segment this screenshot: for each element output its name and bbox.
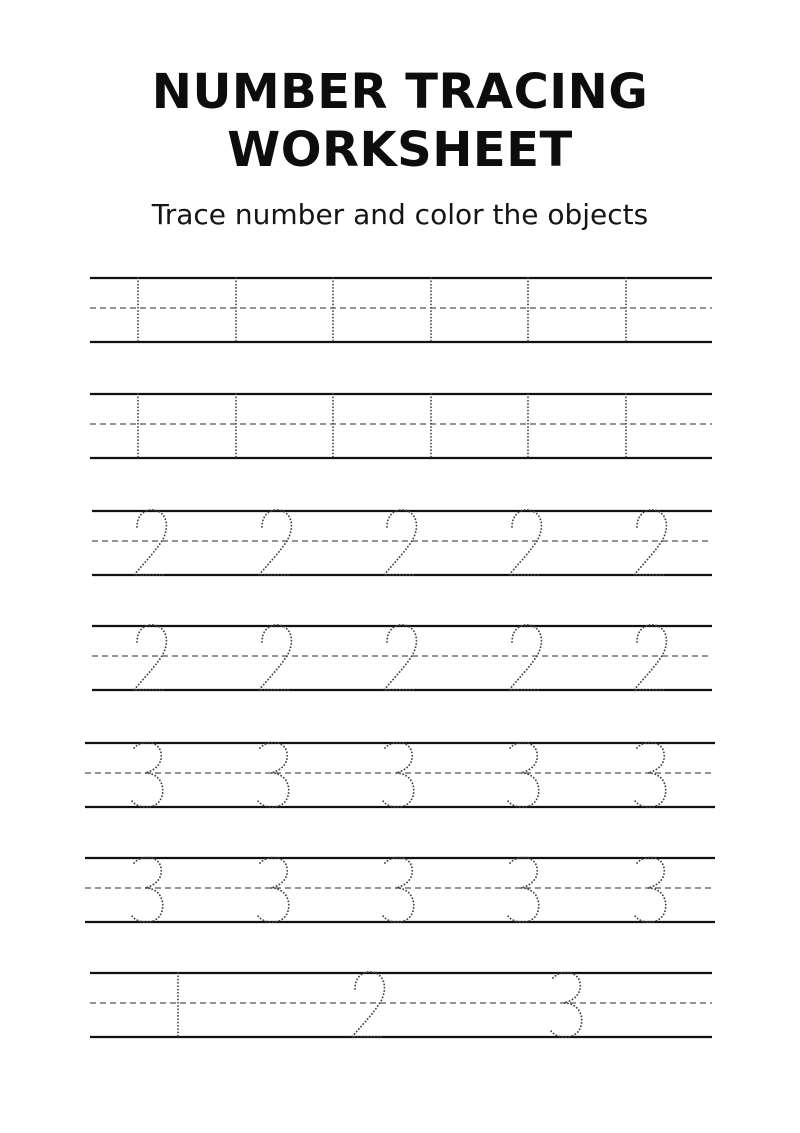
trace-digit-3[interactable] [635,857,666,922]
trace-digit-3[interactable] [383,742,414,807]
trace-digit-path [259,625,291,690]
trace-digit-1[interactable] [528,393,529,458]
trace-digit-2[interactable] [352,972,384,1037]
tracing-lines-svg [0,386,800,466]
tracing-row-ones-1[interactable] [0,270,800,350]
worksheet-title-line-1: NUMBER TRACING [151,64,649,120]
tracing-lines-svg [0,850,800,930]
trace-digit-path [383,858,414,923]
trace-digit-1[interactable] [333,393,334,458]
trace-digit-2[interactable] [134,625,166,690]
trace-digit-1[interactable] [236,277,237,342]
trace-digit-1[interactable] [431,393,432,458]
tracing-row-threes-1[interactable] [0,735,800,815]
trace-digit-path [258,858,289,923]
trace-digit-2[interactable] [384,625,416,690]
trace-digit-2[interactable] [134,510,166,575]
trace-digit-path [383,743,414,808]
trace-digit-path [551,973,582,1038]
trace-digit-3[interactable] [132,857,163,922]
trace-digit-1[interactable] [138,277,139,342]
trace-digit-path [635,858,666,923]
trace-digit-path [384,625,416,690]
trace-digit-1[interactable] [626,277,627,342]
trace-digit-2[interactable] [509,625,541,690]
tracing-row-threes-2[interactable] [0,850,800,930]
trace-digit-path [134,625,166,690]
worksheet-instruction: Trace number and color the objects [151,198,649,231]
trace-digit-2[interactable] [509,510,541,575]
tracing-row-ones-2[interactable] [0,386,800,466]
trace-digit-path [508,858,539,923]
trace-digit-1[interactable] [178,972,179,1037]
trace-digit-1[interactable] [138,393,139,458]
worksheet-title-line-2: WORKSHEET [227,122,573,178]
trace-digit-2[interactable] [634,625,666,690]
tracing-lines-svg [0,503,800,583]
trace-digit-3[interactable] [132,742,163,807]
trace-digit-path [634,510,666,575]
trace-digit-3[interactable] [258,742,289,807]
trace-digit-3[interactable] [508,742,539,807]
trace-digit-path [509,625,541,690]
tracing-row-mixed[interactable] [0,965,800,1045]
trace-digit-path [258,743,289,808]
trace-digit-path [384,510,416,575]
trace-digit-1[interactable] [528,277,529,342]
tracing-lines-svg [0,270,800,350]
trace-digit-1[interactable] [236,393,237,458]
trace-digit-2[interactable] [259,510,291,575]
tracing-lines-svg [0,965,800,1045]
trace-digit-path [509,510,541,575]
trace-digit-path [132,743,163,808]
trace-digit-path [259,510,291,575]
tracing-lines-svg [0,618,800,698]
trace-digit-1[interactable] [626,393,627,458]
trace-digit-3[interactable] [508,857,539,922]
trace-digit-3[interactable] [383,857,414,922]
trace-digit-path [352,972,384,1037]
tracing-row-twos-2[interactable] [0,618,800,698]
tracing-row-twos-1[interactable] [0,503,800,583]
trace-digit-path [508,743,539,808]
trace-digit-path [634,625,666,690]
trace-digit-path [134,510,166,575]
tracing-lines-svg [0,735,800,815]
trace-digit-3[interactable] [551,972,582,1037]
trace-digit-3[interactable] [635,742,666,807]
trace-digit-2[interactable] [384,510,416,575]
trace-digit-1[interactable] [333,277,334,342]
trace-digit-2[interactable] [634,510,666,575]
trace-digit-path [635,743,666,808]
trace-digit-3[interactable] [258,857,289,922]
trace-digit-path [132,858,163,923]
trace-digit-1[interactable] [431,277,432,342]
trace-digit-2[interactable] [259,625,291,690]
